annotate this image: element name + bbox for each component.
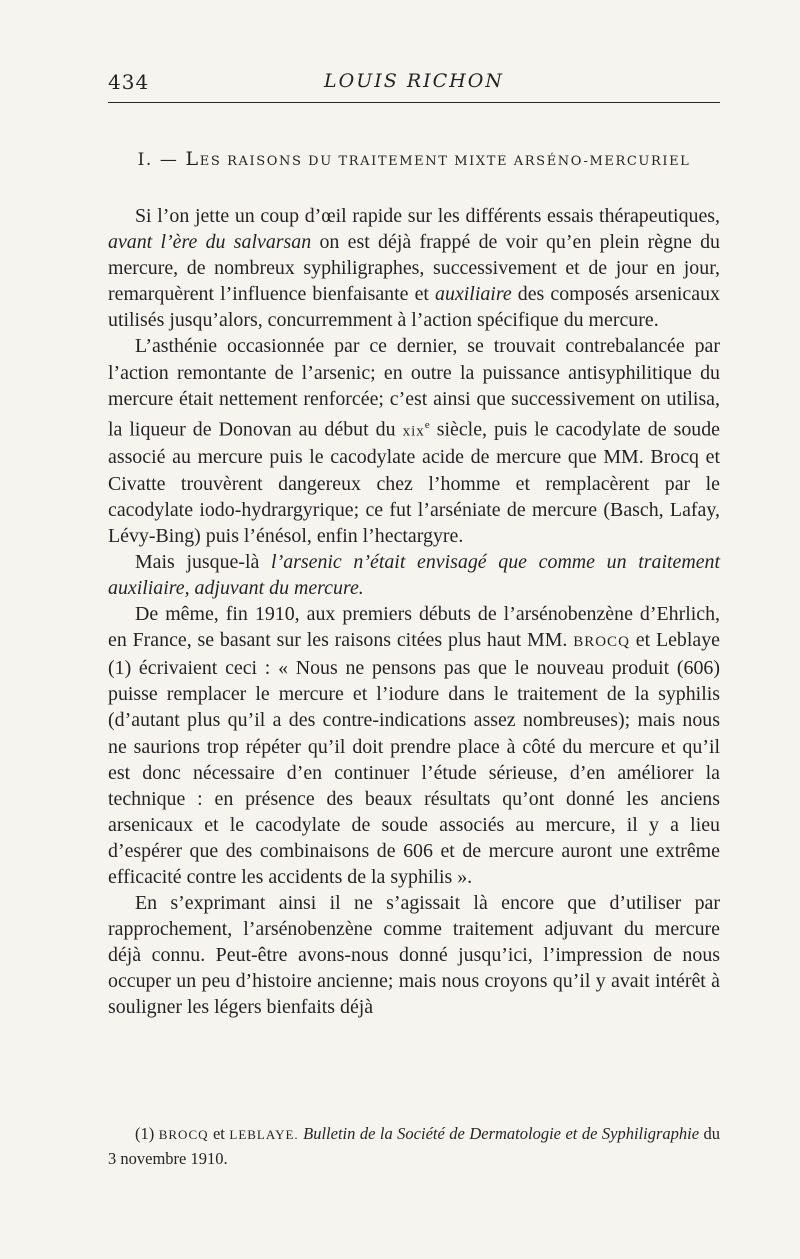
section-numeral: I.	[137, 150, 153, 170]
footnote-author: BROCQ	[158, 1127, 209, 1142]
italic-phrase: avant l’ère du salvarsan	[108, 231, 312, 254]
century-superscript: e	[424, 418, 430, 431]
footnote-author: LEBLAYE.	[229, 1127, 299, 1142]
paragraph-1: Si l’on jette un coup d’œil rapide sur les différents essais thérapeutiques, avant l’ère du salvarsan on est déjà frappé de voir qu’en plein règne du mercure, de nombreux syphiligraphes, successivement et de jour en jour, remarquèrent l’influence bienfaisante et auxiliaire des composés arsenicaux utilisés jusqu’alors, concurremment à l’action spécifique du mercure.	[108, 205, 720, 332]
footnote-date: du 3 novembre 1910.	[108, 1124, 720, 1168]
italic-phrase: auxiliaire	[435, 283, 512, 306]
paragraph-4: De même, fin 1910, aux premiers débuts de l’arsénobenzène d’Ehrlich, en France, se basant sur les raisons citées plus haut MM. BROCQ et Leblaye (1) écrivaient ceci : « Nous ne pensons pas que le nouveau produit (606) puisse remplacer le mercure et l’iodure dans le traitement de la syphilis (d’autant plus qu’il a des contre-indications assez nombreuses); mais nous ne saurions trop répéter qu’il doit prendre place à côté du mercure et qu’il est donc nécessaire d’en continuer l’étude sérieuse, d’en améliorer la technique : en présence des beaux résultats qu’ont donné les anciens arsenicaux et le cacodylate de soude associés au mercure, il y a lieu d’espérer que des combinaisons de 606 et de mercure auront une extrême efficacité contre les accidents de la syphilis ».	[108, 603, 720, 888]
header-rule	[108, 102, 720, 103]
section-dash: —	[159, 150, 179, 170]
paragraph-2: L’asthénie occasionnée par ce dernier, se trouvait contrebalancée par l’action remontante de l’arsenic; en outre la puissance antisyphilitique du mercure était nettement renforcée; c’est ainsi que successivement on utilisa, la liqueur de Donovan au début du xix$^e$ siècle, puis le cacodylate de soude associé au mercure puis le cacodylate acide de mercure que MM. Brocq et Civatte trouvèrent dangereux chez l’homme et remplacèrent par le cacodylate iodo-hydrargyrique; ce fut l’arséniate de mercure (Basch, Lafay, Lévy-Bing) puis l’énésol, enfin l’hectargyre.	[108, 335, 720, 547]
footnote-marker: (1)	[135, 1124, 155, 1143]
section-title: ES RAISONS DU TRAITEMENT MIXTE ARSÉNO-MERCURIEL	[199, 154, 691, 169]
author-name: BROCQ	[573, 634, 630, 651]
century-numeral: xix	[402, 423, 425, 440]
section-title-initial: L	[185, 148, 200, 170]
paragraph-5: En s’exprimant ainsi il ne s’agissait là encore que d’utiliser par rapprochement, l’arsénobenzène comme traitement adjuvant du mercure déjà connu. Peut-être avons-nous donné jusqu’ici, l’impression de nous occuper un peu d’histoire ancienne; mais nous croyons qu’il y avait intérêt à souligner les légers bienfaits déjà	[108, 892, 720, 1019]
page-number: 434	[108, 70, 150, 94]
running-head	[108, 70, 720, 96]
paragraph-3: Mais jusque-là l’arsenic n’était envisagé que comme un traitement auxiliaire, adjuvant du mercure.	[108, 550, 720, 599]
section-heading	[108, 148, 720, 170]
body-text	[108, 203, 720, 1021]
footnote: (1) BROCQ et LEBLAYE. Bulletin de la Société de Dermatologie et de Syphiligraphie du 3 novembre 1910.	[108, 1124, 720, 1168]
italic-phrase: l’arsenic n’était envisagé que comme un traitement auxiliaire, adjuvant du mercure.	[108, 550, 720, 599]
running-title: LOUIS RICHON	[324, 70, 504, 92]
footnote-journal: Bulletin de la Société de Dermatologie et de Syphiligraphie	[303, 1124, 700, 1143]
